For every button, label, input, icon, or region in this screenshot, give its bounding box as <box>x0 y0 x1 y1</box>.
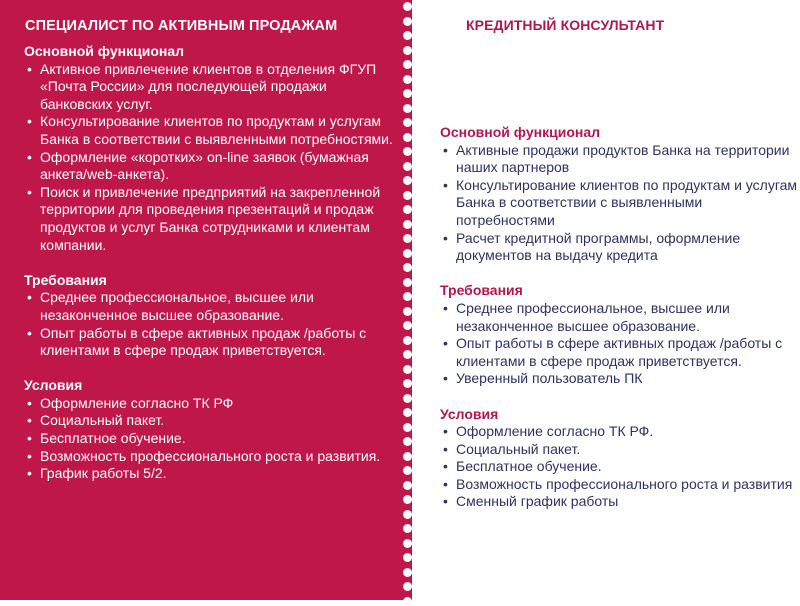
left-job-description <box>24 43 399 483</box>
scallop-dot <box>403 104 412 113</box>
left-job-title: СПЕЦИАЛИСТ ПО АКТИВНЫМ ПРОДАЖАМ <box>25 18 338 34</box>
list-item-text: Активное привлечение клиентов в отделения ФГУП «Почта России» для последующей продажи банковских услуг. <box>40 60 377 112</box>
section-heading: Условия <box>440 405 499 422</box>
scallop-dot <box>403 118 412 127</box>
perforated-edge <box>403 0 415 600</box>
section-heading: Основной функционал <box>24 43 185 59</box>
scallop-dot <box>403 46 412 55</box>
scallop-dot <box>403 263 412 272</box>
bullet-icon: • <box>443 370 448 387</box>
list-item-text: График работы 5/2. <box>40 465 167 482</box>
list-item <box>24 289 399 324</box>
scallop-dot <box>403 466 412 475</box>
list-item-text: Оформление согласно ТК РФ. <box>456 423 654 440</box>
scallop-dot <box>403 452 412 461</box>
scallop-dot <box>403 336 412 345</box>
scallop-dot <box>403 553 412 562</box>
bullet-icon: • <box>443 176 448 193</box>
scallop-dot <box>403 292 412 301</box>
scallop-dot <box>403 365 412 374</box>
requirements-list <box>24 289 399 359</box>
scallop-dot <box>403 31 412 40</box>
bullet-icon: • <box>27 394 32 411</box>
bullet-icon: • <box>443 440 448 457</box>
list-item <box>440 441 800 459</box>
right-section-duties <box>440 124 800 265</box>
scallop-dot <box>403 147 412 156</box>
scallop-dot <box>403 17 412 26</box>
list-item-text: Опыт работы в сфере активных продаж /работы с клиентами в сфере продаж приветствуется. <box>456 335 783 369</box>
scallop-dot <box>403 321 412 330</box>
list-item-text: Уверенный пользователь ПК <box>456 370 643 387</box>
scallop-dot <box>403 75 412 84</box>
duties-list <box>440 142 800 265</box>
bullet-icon: • <box>443 141 448 158</box>
list-item-text: Сменный график работы <box>456 493 619 510</box>
bullet-icon: • <box>443 229 448 246</box>
list-item <box>440 476 800 494</box>
list-item <box>440 335 800 370</box>
scallop-dot <box>403 89 412 98</box>
right-job-title: КРЕДИТНЫЙ КОНСУЛЬТАНТ <box>466 17 665 33</box>
scallop-dot <box>403 191 412 200</box>
list-item-text: Среднее профессиональное, высшее или незаконченное высшее образование. <box>40 289 314 323</box>
bullet-icon: • <box>27 465 32 482</box>
list-item <box>24 61 399 114</box>
list-item <box>24 412 399 430</box>
scallop-dot <box>403 481 412 490</box>
list-item <box>440 177 800 230</box>
list-item-text: Социальный пакет. <box>40 412 165 429</box>
list-item-text: Оформление согласно ТК РФ <box>40 394 234 411</box>
bullet-icon: • <box>27 148 32 165</box>
left-section-requirements <box>24 272 399 360</box>
scallop-dot <box>403 408 412 417</box>
duties-list <box>24 61 399 255</box>
list-item <box>24 448 399 466</box>
scallop-dot <box>403 394 412 403</box>
list-item-text: Социальный пакет. <box>456 440 581 457</box>
list-item <box>440 230 800 265</box>
list-item-text: Консультирование клиентов по продуктам и услугам Банка в соответствии с выявленными потребностями <box>456 176 798 228</box>
bullet-icon: • <box>27 183 32 200</box>
right-job-description <box>440 124 800 511</box>
list-item-text: Бесплатное обучение. <box>40 430 186 447</box>
section-heading: Требования <box>24 271 107 288</box>
bullet-icon: • <box>27 60 32 77</box>
scallop-dot <box>403 278 412 287</box>
list-item <box>24 325 399 360</box>
list-item-text: Поиск и привлечение предприятий на закрепленной территории для проведения презентаций и продаж продуктов и услуг Банка сотрудниками и клиентам компании. <box>40 183 381 253</box>
list-item <box>24 184 399 254</box>
list-item-text: Возможность профессионального роста и развития. <box>40 447 381 464</box>
bullet-icon: • <box>27 412 32 429</box>
left-section-duties <box>24 43 399 254</box>
list-item-text: Оформление «коротких» on-line заявок (бумажная анкета/web-анкета). <box>40 148 369 183</box>
scallop-dot <box>403 307 412 316</box>
list-item <box>24 113 399 148</box>
scallop-dot <box>403 510 412 519</box>
bullet-icon: • <box>443 335 448 352</box>
scallop-dot <box>403 582 412 591</box>
left-section-conditions <box>24 377 399 483</box>
list-item-text: Активные продажи продуктов Банка на территории наших партнеров <box>456 141 790 176</box>
scallop-dot <box>403 568 412 577</box>
scallop-dot <box>403 524 412 533</box>
scallop-dot <box>403 379 412 388</box>
list-item-text: Бесплатное обучение. <box>456 458 602 475</box>
scallop-dot <box>403 205 412 214</box>
list-item-text: Консультирование клиентов по продуктам и услугам Банка в соответствии с выявленными потребностями. <box>40 113 393 147</box>
list-item <box>24 465 399 483</box>
scallop-dot <box>403 234 412 243</box>
right-section-conditions <box>440 406 800 512</box>
section-heading: Условия <box>24 377 83 394</box>
bullet-icon: • <box>443 299 448 316</box>
bullet-icon: • <box>443 423 448 440</box>
requirements-list <box>440 300 800 388</box>
list-item-text: Возможность профессионального роста и развития <box>456 475 793 492</box>
scallop-dot <box>403 597 412 606</box>
section-heading: Основной функционал <box>440 124 601 140</box>
list-item <box>24 395 399 413</box>
list-item <box>440 142 800 177</box>
scallop-dot <box>403 133 412 142</box>
scallop-dot <box>403 539 412 548</box>
scallop-dot <box>403 2 412 11</box>
right-section-requirements <box>440 282 800 388</box>
scallop-dot <box>403 220 412 229</box>
section-heading: Требования <box>440 282 523 299</box>
scallop-dot <box>403 423 412 432</box>
list-item-text: Расчет кредитной программы, оформление документов на выдачу кредита <box>456 229 741 264</box>
list-item <box>440 458 800 476</box>
bullet-icon: • <box>27 430 32 447</box>
list-item-text: Опыт работы в сфере активных продаж /работы с клиентами в сфере продаж приветствуется. <box>40 324 367 359</box>
list-item <box>440 493 800 511</box>
bullet-icon: • <box>443 458 448 475</box>
bullet-icon: • <box>443 475 448 492</box>
scallop-dot <box>403 162 412 171</box>
list-item-text: Среднее профессиональное, высшее или незаконченное высшее образование. <box>456 299 730 334</box>
scallop-dot <box>403 249 412 258</box>
bullet-icon: • <box>27 113 32 130</box>
bullet-icon: • <box>27 324 32 341</box>
bullet-icon: • <box>27 447 32 464</box>
conditions-list <box>24 395 399 483</box>
scallop-dot <box>403 350 412 359</box>
scallop-dot <box>403 60 412 69</box>
list-item <box>24 430 399 448</box>
list-item <box>440 423 800 441</box>
conditions-list <box>440 423 800 511</box>
list-item <box>440 370 800 388</box>
scallop-dot <box>403 437 412 446</box>
scallop-dot <box>403 495 412 504</box>
bullet-icon: • <box>443 493 448 510</box>
bullet-icon: • <box>27 289 32 306</box>
list-item <box>24 149 399 184</box>
list-item <box>440 300 800 335</box>
scallop-dot <box>403 176 412 185</box>
